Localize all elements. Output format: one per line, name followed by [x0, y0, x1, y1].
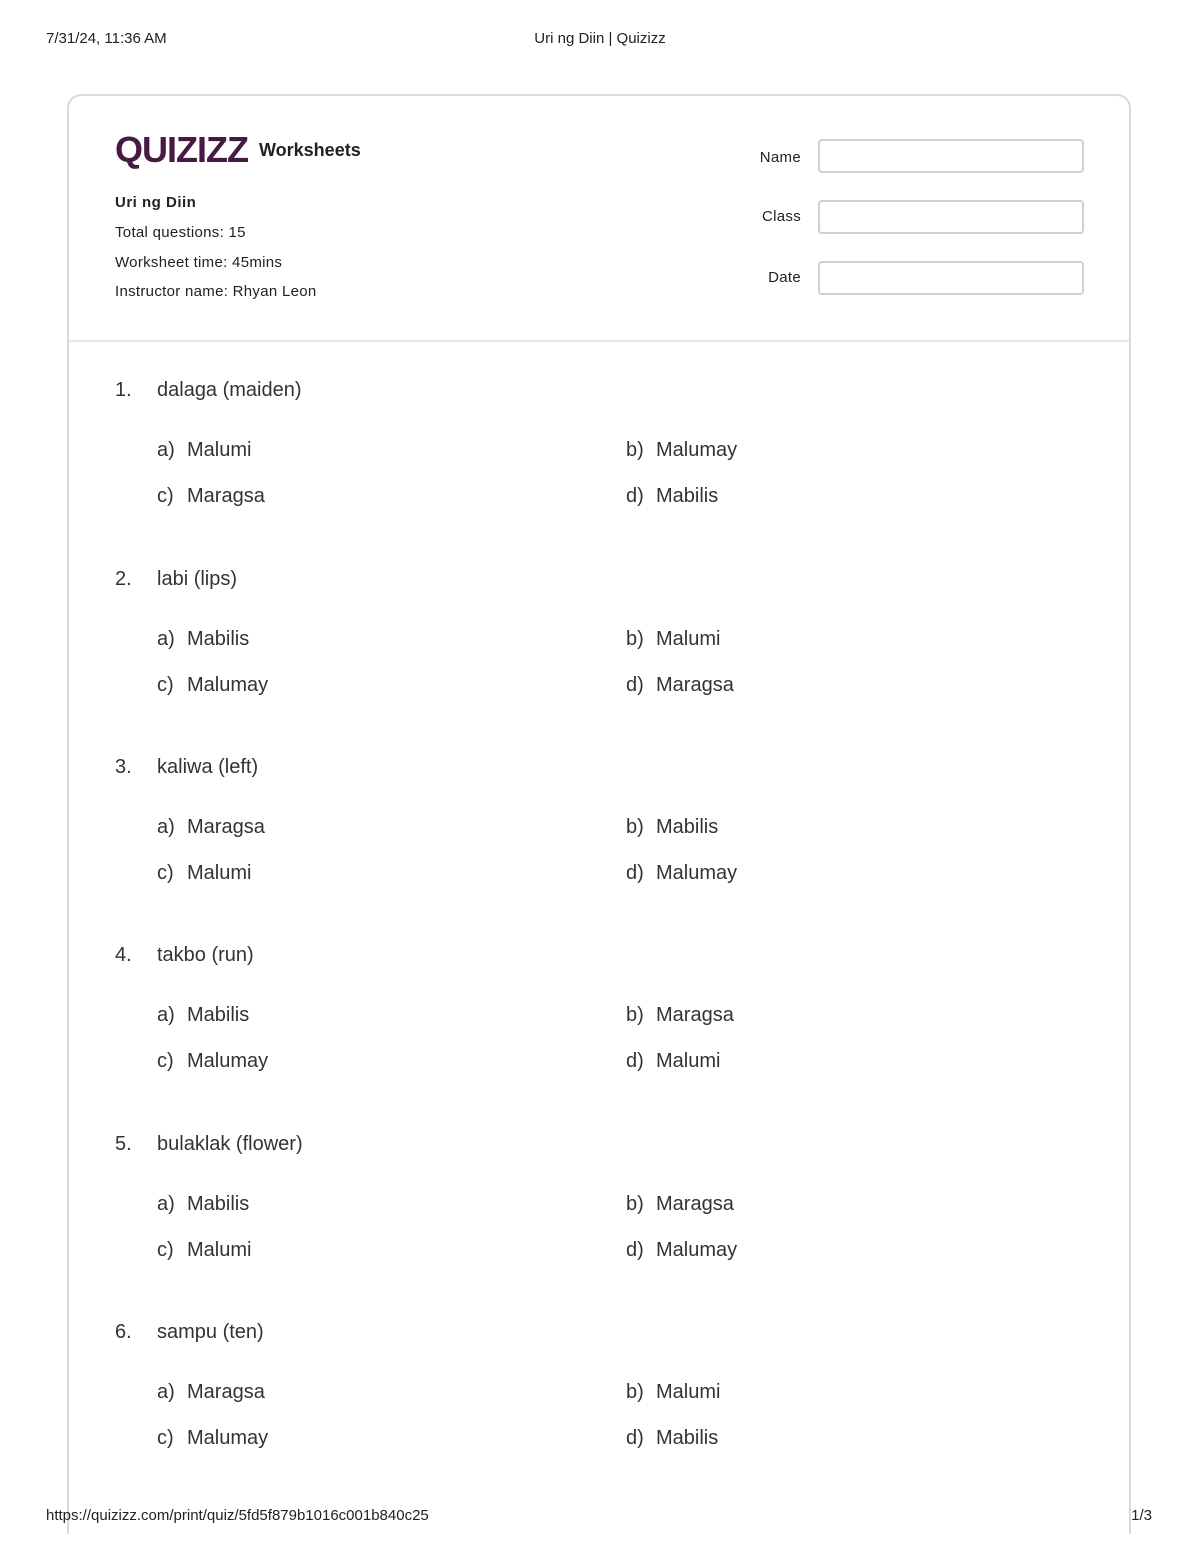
- worksheet-time: Worksheet time: 45mins: [115, 254, 283, 271]
- date-label: Date: [768, 269, 801, 286]
- class-field[interactable]: [818, 200, 1084, 234]
- option-text: Mabilis: [187, 628, 250, 650]
- option-letter: d): [626, 485, 644, 507]
- option-letter: b): [626, 1193, 644, 1215]
- answer-option: [157, 1004, 249, 1027]
- option-text: Mabilis: [656, 816, 719, 838]
- answer-option: [157, 485, 265, 508]
- option-letter: d): [626, 1427, 644, 1449]
- option-letter: c): [157, 1239, 174, 1261]
- class-label: Class: [761, 208, 801, 225]
- option-letter: a): [157, 439, 175, 461]
- worksheet-header: [69, 96, 1129, 342]
- answer-option: [626, 1427, 718, 1450]
- print-page-title: Uri ng Diin | Quizizz: [534, 30, 666, 47]
- answer-option: [157, 1381, 265, 1404]
- option-letter: a): [157, 1004, 175, 1026]
- option-text: Malumi: [656, 1050, 721, 1072]
- option-letter: a): [157, 816, 175, 838]
- option-letter: c): [157, 485, 174, 507]
- answer-option: [157, 1427, 268, 1450]
- option-letter: d): [626, 1239, 644, 1261]
- option-letter: b): [626, 1381, 644, 1403]
- option-letter: a): [157, 1193, 175, 1215]
- option-text: Malumi: [656, 628, 721, 650]
- date-field[interactable]: [818, 261, 1084, 295]
- option-letter: c): [157, 1427, 174, 1449]
- answer-option: [157, 816, 265, 839]
- page-number: 1/3: [1131, 1507, 1152, 1524]
- instructor-name: Instructor name: Rhyan Leon: [115, 283, 317, 300]
- option-text: Malumi: [187, 1239, 252, 1261]
- option-text: Malumay: [187, 674, 269, 696]
- option-letter: b): [626, 628, 644, 650]
- option-text: Maragsa: [656, 1193, 734, 1215]
- answer-option: [157, 674, 268, 697]
- answer-option: [157, 628, 249, 651]
- name-field[interactable]: [818, 139, 1084, 173]
- question-text: sampu (ten): [157, 1321, 264, 1343]
- option-text: Mabilis: [656, 1427, 719, 1449]
- option-text: Mabilis: [187, 1004, 250, 1026]
- answer-option: [626, 816, 718, 839]
- option-letter: a): [157, 628, 175, 650]
- svg-text:QUIZIZZ: QUIZIZZ: [115, 130, 248, 170]
- option-letter: c): [157, 862, 174, 884]
- option-letter: d): [626, 862, 644, 884]
- worksheet-card: [67, 94, 1131, 1534]
- question-text: labi (lips): [157, 568, 238, 590]
- option-letter: c): [157, 674, 174, 696]
- option-text: Mabilis: [187, 1193, 250, 1215]
- option-letter: a): [157, 1381, 175, 1403]
- answer-option: [157, 1239, 251, 1262]
- option-text: Malumi: [187, 862, 252, 884]
- worksheet-title: Uri ng Diin: [115, 194, 197, 211]
- answer-option: [626, 674, 734, 697]
- option-letter: d): [626, 674, 644, 696]
- brand: [115, 130, 361, 170]
- print-url: https://quizizz.com/print/quiz/5fd5f879b1016c001b840c25: [46, 1507, 429, 1524]
- option-text: Maragsa: [187, 485, 265, 507]
- name-label: Name: [759, 149, 801, 166]
- option-text: Malumay: [187, 1050, 269, 1072]
- answer-option: [157, 862, 251, 885]
- option-text: Malumi: [187, 439, 252, 461]
- print-header: [46, 30, 1154, 50]
- question-number: 2.: [115, 568, 132, 590]
- option-text: Malumay: [656, 439, 738, 461]
- question-text: kaliwa (left): [157, 756, 259, 778]
- answer-option: [157, 439, 251, 462]
- answer-option: [626, 439, 737, 462]
- answer-option: [157, 1050, 268, 1073]
- answer-option: [626, 1193, 734, 1216]
- question-text: bulaklak (flower): [157, 1133, 303, 1155]
- question-number: 1.: [115, 379, 132, 401]
- question-number: 3.: [115, 756, 132, 778]
- option-letter: c): [157, 1050, 174, 1072]
- option-text: Maragsa: [656, 1004, 734, 1026]
- option-text: Malumay: [656, 1239, 738, 1261]
- option-letter: b): [626, 439, 644, 461]
- answer-option: [626, 628, 720, 651]
- answer-option: [626, 485, 718, 508]
- question-number: 4.: [115, 944, 132, 966]
- answer-option: [626, 1239, 737, 1262]
- option-letter: b): [626, 816, 644, 838]
- product-label: Worksheets: [259, 139, 361, 160]
- option-letter: b): [626, 1004, 644, 1026]
- option-text: Maragsa: [656, 674, 734, 696]
- print-footer: [46, 1507, 1152, 1527]
- answer-option: [626, 1050, 720, 1073]
- answer-option: [626, 1381, 720, 1404]
- answer-option: [626, 1004, 734, 1027]
- option-letter: d): [626, 1050, 644, 1072]
- answer-option: [157, 1193, 249, 1216]
- option-text: Maragsa: [187, 1381, 265, 1403]
- quizizz-logo: [115, 130, 249, 170]
- question-number: 6.: [115, 1321, 132, 1343]
- option-text: Malumay: [187, 1427, 269, 1449]
- print-date: 7/31/24, 11:36 AM: [46, 30, 167, 47]
- option-text: Mabilis: [656, 485, 719, 507]
- question-text: dalaga (maiden): [157, 379, 302, 401]
- total-questions: Total questions: 15: [115, 224, 246, 241]
- option-text: Malumay: [656, 862, 738, 884]
- question-text: takbo (run): [157, 944, 254, 966]
- option-text: Maragsa: [187, 816, 265, 838]
- answer-option: [626, 862, 737, 885]
- option-text: Malumi: [656, 1381, 721, 1403]
- question-number: 5.: [115, 1133, 132, 1155]
